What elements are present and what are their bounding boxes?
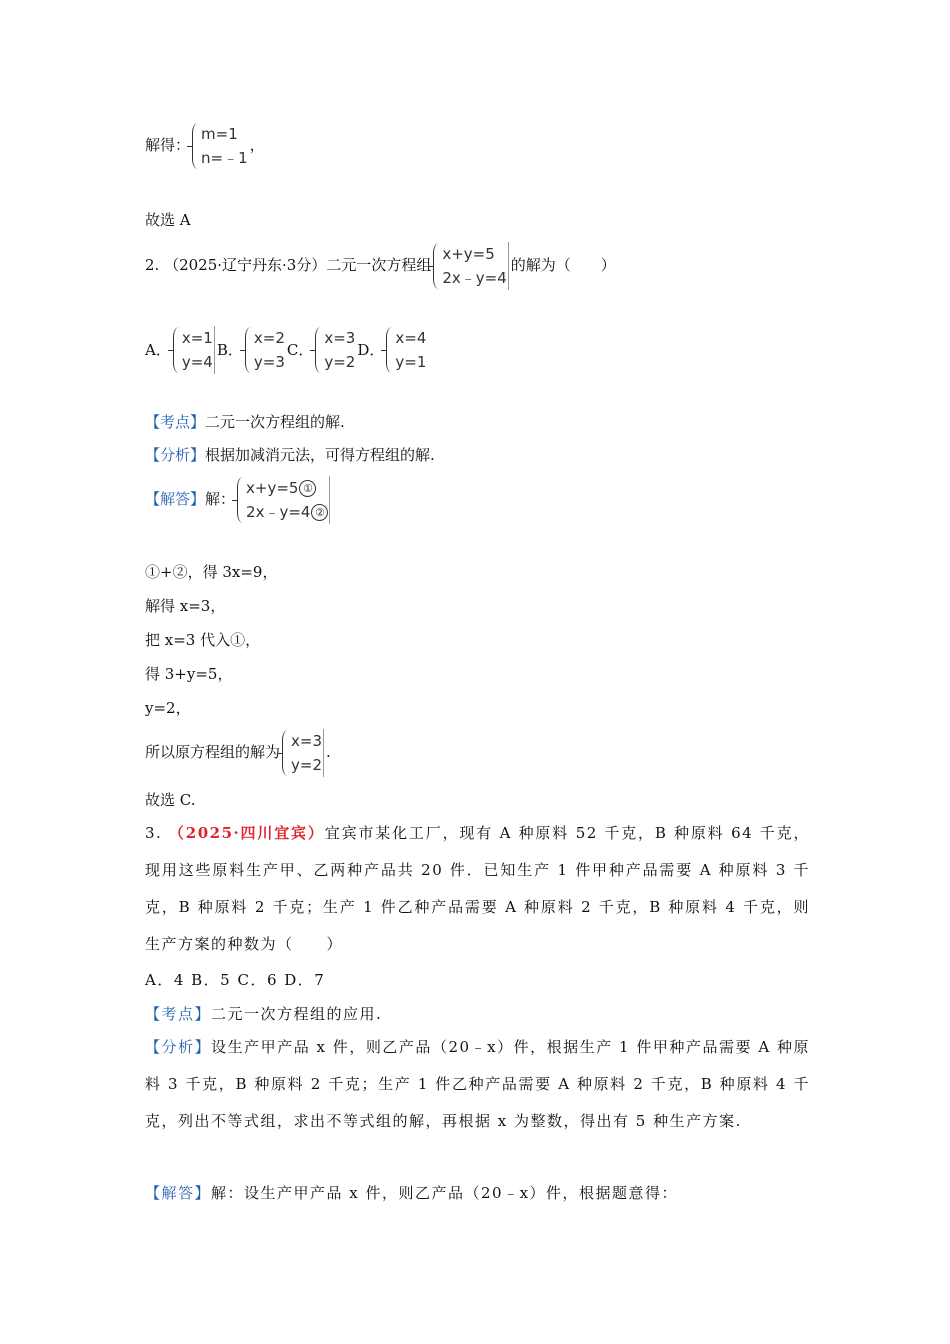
q3-question — [145, 815, 810, 963]
system-row: x+y=5 — [442, 245, 495, 263]
step-line: y=2， — [145, 699, 191, 717]
option-b-label: B． — [216, 341, 243, 359]
q2-options-line — [145, 326, 428, 374]
system-row: y=2 — [324, 353, 356, 371]
system-row: y=2 — [291, 756, 323, 774]
kaodian-tag: 【考点】 — [145, 413, 206, 431]
system-row: x=2 — [253, 329, 285, 347]
q2-question-end: 的解为（ ） — [510, 256, 616, 274]
system-row: x=1 — [181, 329, 213, 347]
system-row: y=3 — [253, 353, 285, 371]
jieda-equation-system — [237, 476, 330, 524]
left-brace-icon — [315, 327, 322, 373]
q2-source: （2025·辽宁丹东·3分）二元一次方程组 — [164, 256, 432, 274]
jieda-text: 解：设生产甲产品 x 件，则乙产品（20﹣x）件，根据题意得： — [211, 1184, 679, 1202]
option-b-system — [245, 326, 285, 374]
step-line: 把 x=3 代入①， — [145, 631, 261, 649]
result-system — [282, 729, 324, 777]
kaodian-text: 二元一次方程组的解. — [205, 413, 345, 431]
top-choose-line: 故选 A — [145, 211, 191, 229]
system-row: m=1 — [201, 125, 238, 143]
system-row — [246, 476, 328, 500]
left-brace-icon — [386, 327, 393, 373]
system-row: x=3 — [291, 732, 323, 750]
jieda-tag: 【解答】 — [145, 490, 206, 508]
q2-equation-system — [433, 242, 508, 290]
step-line: 得 3+y=5， — [145, 665, 233, 683]
jieda-tag: 【解答】 — [145, 1184, 212, 1202]
option-a-label: A． — [145, 341, 171, 359]
fenxi-tag: 【分析】 — [145, 446, 206, 464]
option-a-system — [173, 326, 215, 374]
left-brace-icon — [245, 327, 252, 373]
step-line: 解得 x=3， — [145, 597, 226, 615]
step-line: ①+②，得 3x=9， — [145, 563, 278, 581]
fenxi-text: 设生产甲产品 x 件，则乙产品（20﹣x）件，根据生产 1 件甲种产品需要 A 种原料 3 千克，B 种原料 2 千克；生产 1 件乙种产品需要 A 种原料 2 千克，B 种原料 4 千克，列出不等式组，求出不等式组的解，再根据 x 为整数，得出有 5 种生产方案. — [145, 1038, 810, 1130]
q2-kaodian-line — [145, 412, 345, 432]
q2-choose-line: 故选 C. — [145, 791, 196, 809]
q2-number: 2. — [145, 256, 160, 274]
q2-fenxi-line — [145, 445, 435, 465]
left-brace-icon — [433, 243, 440, 289]
option-d-label: D． — [357, 341, 385, 359]
solve-prefix: 解得： — [145, 136, 191, 154]
q3-source: （2025·四川宜宾） — [168, 824, 325, 842]
result-prefix: 所以原方程组的解为 — [145, 743, 281, 761]
result-suffix: . — [326, 743, 331, 761]
left-brace-icon — [282, 730, 289, 776]
option-c-label: C． — [286, 341, 314, 359]
top-solution-line — [145, 122, 265, 170]
fenxi-tag: 【分析】 — [145, 1038, 212, 1056]
q3-options: A．4 B．5 C．6 D．7 — [145, 971, 326, 989]
system-row: 2x﹣y=4 — [442, 269, 507, 287]
q2-jieda-line — [145, 476, 332, 524]
equation-1: x+y=5 — [246, 479, 299, 497]
q3-kaodian-line — [145, 1004, 382, 1024]
option-c-system — [315, 326, 355, 374]
q3-jieda-line — [145, 1183, 678, 1203]
q2-result-line — [145, 729, 331, 777]
system-row: n=﹣1 — [201, 149, 248, 167]
q3-number: 3. — [145, 824, 163, 842]
left-brace-icon — [192, 123, 199, 169]
system-row: x=4 — [395, 329, 427, 347]
left-brace-icon — [173, 327, 180, 373]
solve-suffix: ， — [249, 136, 265, 154]
equation-system-mn — [192, 122, 248, 170]
kaodian-text: 二元一次方程组的应用. — [211, 1005, 383, 1023]
system-row — [246, 500, 328, 524]
system-row: y=4 — [181, 353, 213, 371]
kaodian-tag: 【考点】 — [145, 1005, 212, 1023]
system-row: x=3 — [324, 329, 356, 347]
equation-2: 2x﹣y=4 — [246, 503, 311, 521]
q3-text: 宜宾市某化工厂，现有 A 种原料 52 千克，B 种原料 64 千克，现用这些原料生产甲、乙两种产品共 20 件．已知生产 1 件甲种产品需要 A 种原料 3 千克，B 种原料 2 千克；生产 1 件乙种产品需要 A 种原料 2 千克，B 种原料 4 千克，则生产方案的种数为（ ） — [145, 824, 810, 953]
system-row: y=1 — [395, 353, 427, 371]
option-d-system — [386, 326, 426, 374]
q2-question-line — [145, 242, 616, 290]
circled-one-icon: ① — [299, 480, 316, 497]
circled-two-icon: ② — [311, 504, 328, 521]
jieda-text: 解： — [205, 490, 236, 508]
q3-fenxi — [145, 1029, 810, 1140]
fenxi-text: 根据加减消元法，可得方程组的解. — [205, 446, 435, 464]
left-brace-icon — [237, 477, 244, 523]
